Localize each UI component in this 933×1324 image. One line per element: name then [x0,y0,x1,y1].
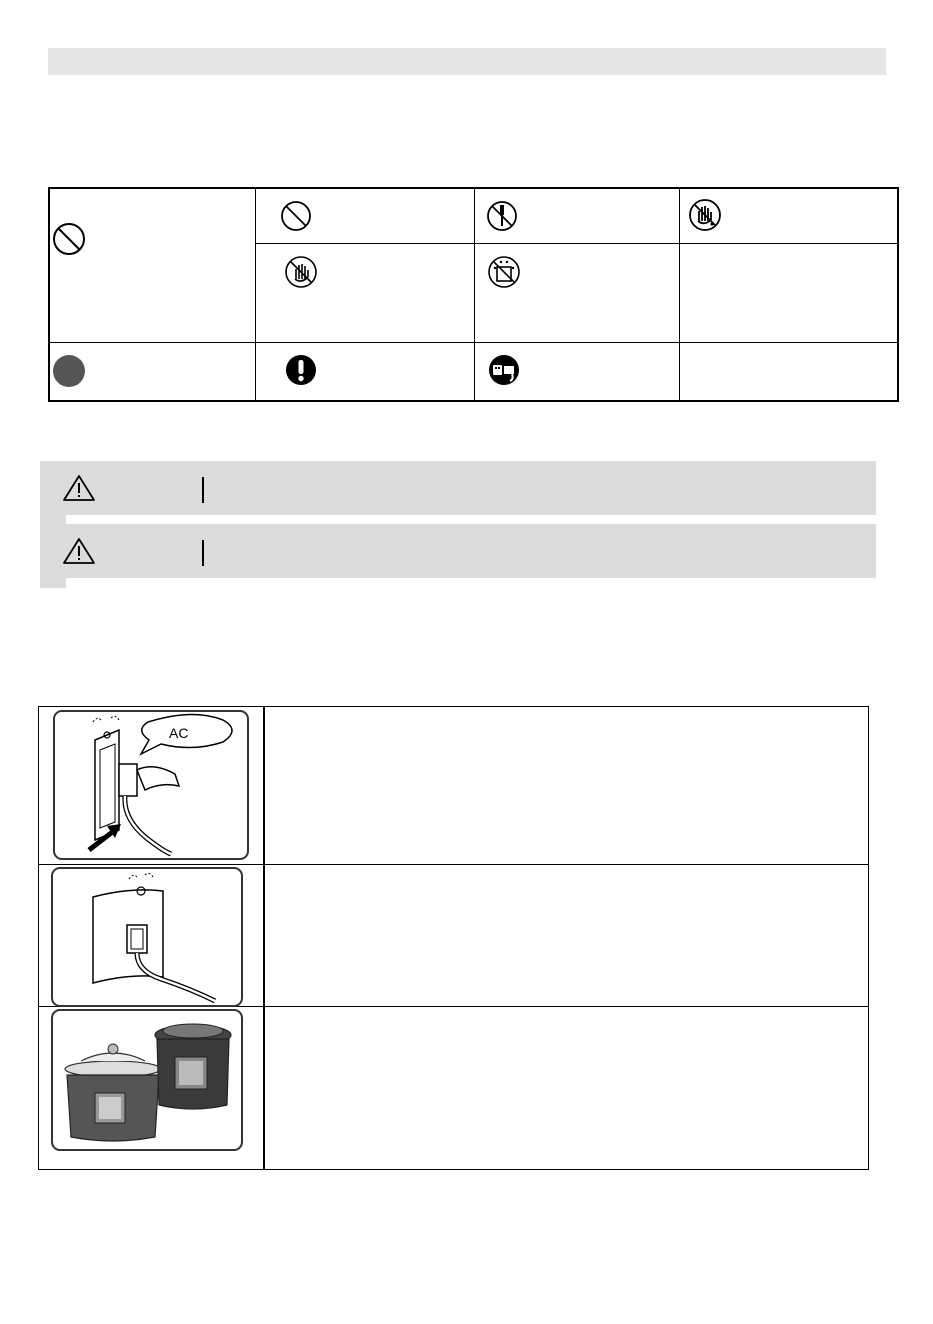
no-wet-hands-icon [688,198,722,232]
caution-banner [40,524,876,578]
mandatory-action-icon [52,354,86,388]
prohibition-icon [52,222,86,256]
prohibition-icon [280,200,312,232]
warning-banner [40,461,876,515]
plug-outlet-illustration [53,710,249,860]
warning-triangle-icon [62,537,96,565]
unplug-icon [488,354,520,386]
warning-triangle-icon [62,474,96,502]
no-touch-icon [284,255,318,289]
ac-bubble-text: AC [169,725,189,741]
warning-separator [202,477,204,503]
section-header-bar [48,48,886,75]
illustrations-table [38,706,869,1170]
no-disassembly-icon [486,200,518,232]
plug-inserted-illustration [51,867,243,1007]
symbols-table [48,187,899,402]
caution-separator [202,540,204,566]
pressure-cookers-illustration [51,1009,243,1151]
exclamation-icon [285,354,317,386]
keep-dry-icon [487,255,521,289]
